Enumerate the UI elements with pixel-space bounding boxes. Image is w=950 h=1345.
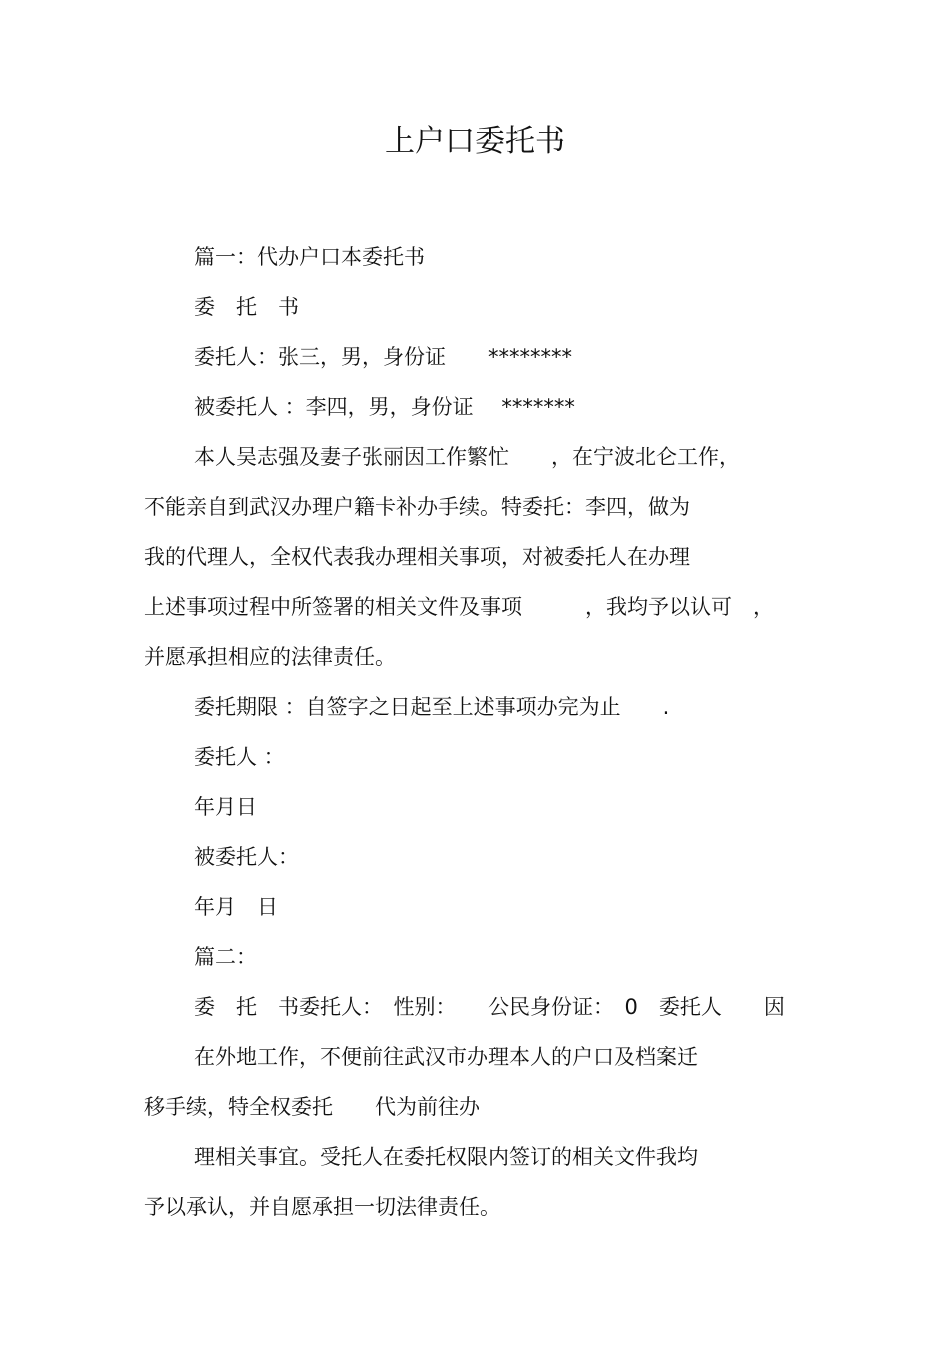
letter-heading: 委 托 书 (194, 295, 299, 319)
principal-line: 委托人：张三，男，身份证 ******** (194, 345, 572, 369)
body-line: 委 托 书委托人： 性别： 公民身份证： 0 委托人 因 (194, 995, 785, 1019)
date-line: 年月日 (194, 795, 257, 819)
body-line: 我的代理人，全权代表我办理相关事项，对被委托人在办理 (144, 545, 690, 569)
body-line: 并愿承担相应的法律责任。 (144, 645, 396, 669)
date-line: 年月 日 (194, 895, 278, 919)
body-line: 在外地工作，不便前往武汉市办理本人的户口及档案迁 (194, 1045, 698, 1069)
document-title: 上户口委托书 (385, 124, 565, 159)
section-heading-2: 篇二： (194, 945, 257, 969)
term-line: 委托期限 ：自签字之日起至上述事项办完为止 . (194, 695, 670, 719)
body-line: 理相关事宜。受托人在委托权限内签订的相关文件我均 (194, 1145, 698, 1169)
agent-line: 被委托人 ：李四，男，身份证 ******* (194, 395, 575, 419)
signature-label: 委托人 ： (194, 745, 285, 769)
body-line: 移手续，特全权委托 代为前往办 (144, 1095, 480, 1119)
body-line: 上述事项过程中所签署的相关文件及事项 ，我均予以认可 ， (144, 595, 774, 619)
body-line: 不能亲自到武汉办理户籍卡补办手续。特委托：李四，做为 (144, 495, 690, 519)
section-heading-1: 篇一：代办户口本委托书 (194, 245, 425, 269)
signature-label: 被委托人： (194, 845, 299, 869)
body-line: 本人吴志强及妻子张丽因工作繁忙 ，在宁波北仑工作， (194, 445, 740, 469)
body-line: 予以承认，并自愿承担一切法律责任。 (144, 1195, 501, 1219)
